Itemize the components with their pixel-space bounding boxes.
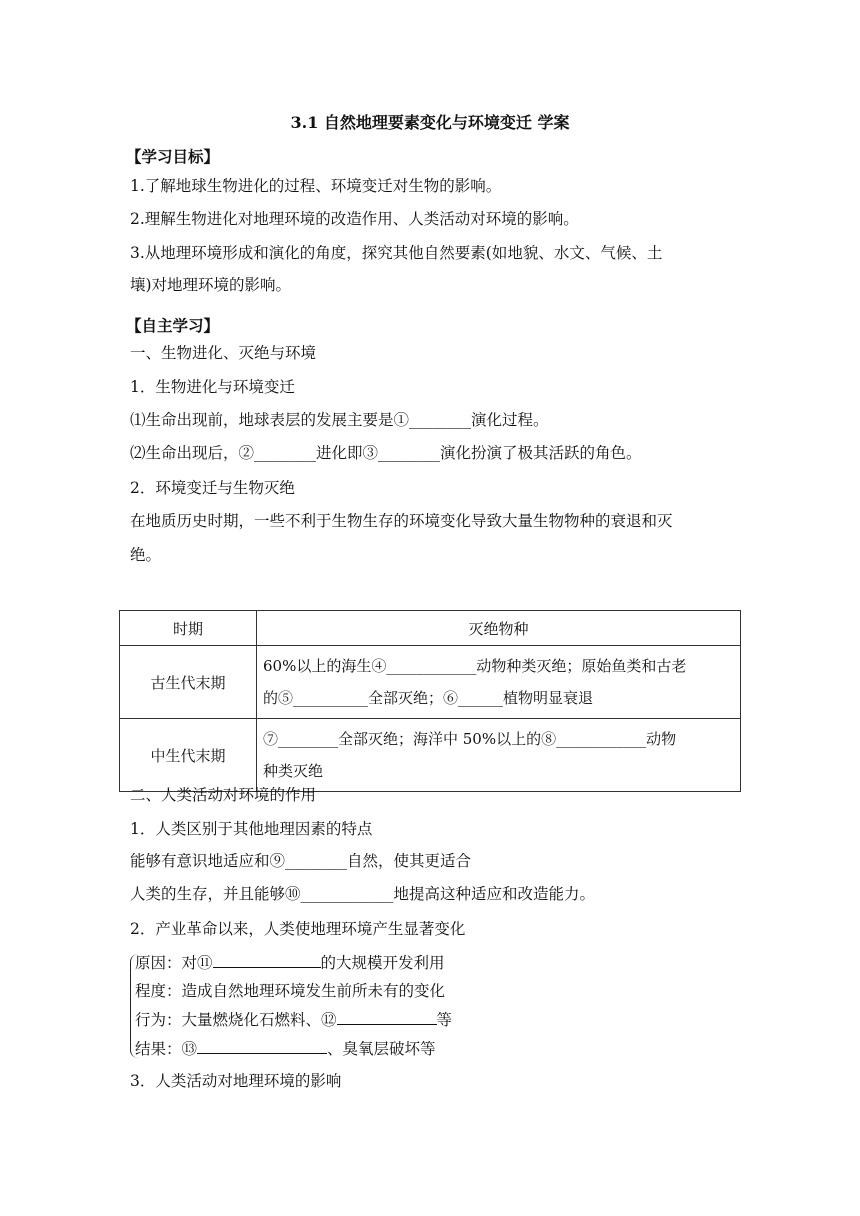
self-study-header: 【自主学习】 <box>126 316 220 335</box>
brace-result: 结果：⑬ 、臭氧层破坏等 <box>135 1037 436 1060</box>
brace-reason: 原因：对⑪ 的大规模开发利用 <box>135 951 445 974</box>
sec1-line2: ⑵生命出现后，②________进化即③________演化扮演了极其活跃的角色。 <box>130 444 642 462</box>
sec2-title: 2．环境变迁与生物灭绝 <box>130 479 295 497</box>
objectives-header: 【学习目标】 <box>126 147 220 166</box>
blank-underline <box>337 1008 437 1025</box>
period-cell: 中生代末期 <box>120 719 257 792</box>
extinction-table <box>119 610 741 792</box>
brace-degree: 程度：造成自然地理环境发生前所未有的变化 <box>135 982 446 1000</box>
blank-underline <box>197 1037 327 1054</box>
brace-action: 行为：大量燃烧化石燃料、⑫ 等 <box>135 1008 452 1031</box>
species-line: 60%以上的海生④____________动物种类灭绝；原始鱼类和古老 <box>263 657 687 675</box>
species-line: 种类灭绝 <box>263 762 324 780</box>
part2-sec3-title: 3．人类活动对地理环境的影响 <box>130 1072 342 1090</box>
sec2-paragraph: 在地质历史时期，一些不利于生物生存的环境变化导致大量生物物种的衰退和灭 <box>130 512 673 530</box>
table-row <box>120 719 741 792</box>
sec1-title: 1．生物进化与环境变迁 <box>130 378 295 396</box>
table-row <box>120 646 741 719</box>
part2-sec1-title: 1．人类区别于其他地理因素的特点 <box>130 820 373 838</box>
species-cell <box>257 646 741 719</box>
part1-title: 一、生物进化、灭绝与环境 <box>130 344 317 362</box>
sec1-line1: ⑴生命出现前，地球表层的发展主要是①________演化过程。 <box>130 411 549 429</box>
page-title: 3.1 自然地理要素变化与环境变迁 学案 <box>290 113 570 132</box>
objective-item-3: 3.从地理环境形成和演化的角度，探究其他自然要素(如地貌、水文、气候、土 <box>130 244 663 262</box>
species-line: ⑦________全部灭绝；海洋中 50%以上的⑧____________动物 <box>263 730 677 748</box>
species-cell <box>257 719 741 792</box>
objective-item-3-cont: 壤)对地理环境的影响。 <box>130 276 292 294</box>
col-header-species: 灭绝物种 <box>257 611 741 646</box>
col-header-period: 时期 <box>120 611 257 646</box>
table-header-row <box>120 611 741 646</box>
part2-sec1-line2: 人类的生存，并且能够⑩____________地提高这种适应和改造能力。 <box>130 885 596 903</box>
part2-sec2-title: 2．产业革命以来，人类使地理环境产生显著变化 <box>130 920 466 938</box>
period-cell: 古生代末期 <box>120 646 257 719</box>
sec2-paragraph-cont: 绝。 <box>130 546 162 564</box>
part2-sec1-line1: 能够有意识地适应和⑨________自然，使其更适合 <box>130 852 472 870</box>
blank-underline <box>213 951 321 968</box>
species-line: 的⑤__________全部灭绝；⑥______植物明显衰退 <box>263 689 594 707</box>
objective-item-2: 2.理解生物进化对地理环境的改造作用、人类活动对环境的影响。 <box>130 210 579 228</box>
objective-item-1: 1.了解地球生物进化的过程、环境变迁对生物的影响。 <box>130 177 502 195</box>
part2-title: 二、人类活动对环境的作用 <box>130 786 317 804</box>
